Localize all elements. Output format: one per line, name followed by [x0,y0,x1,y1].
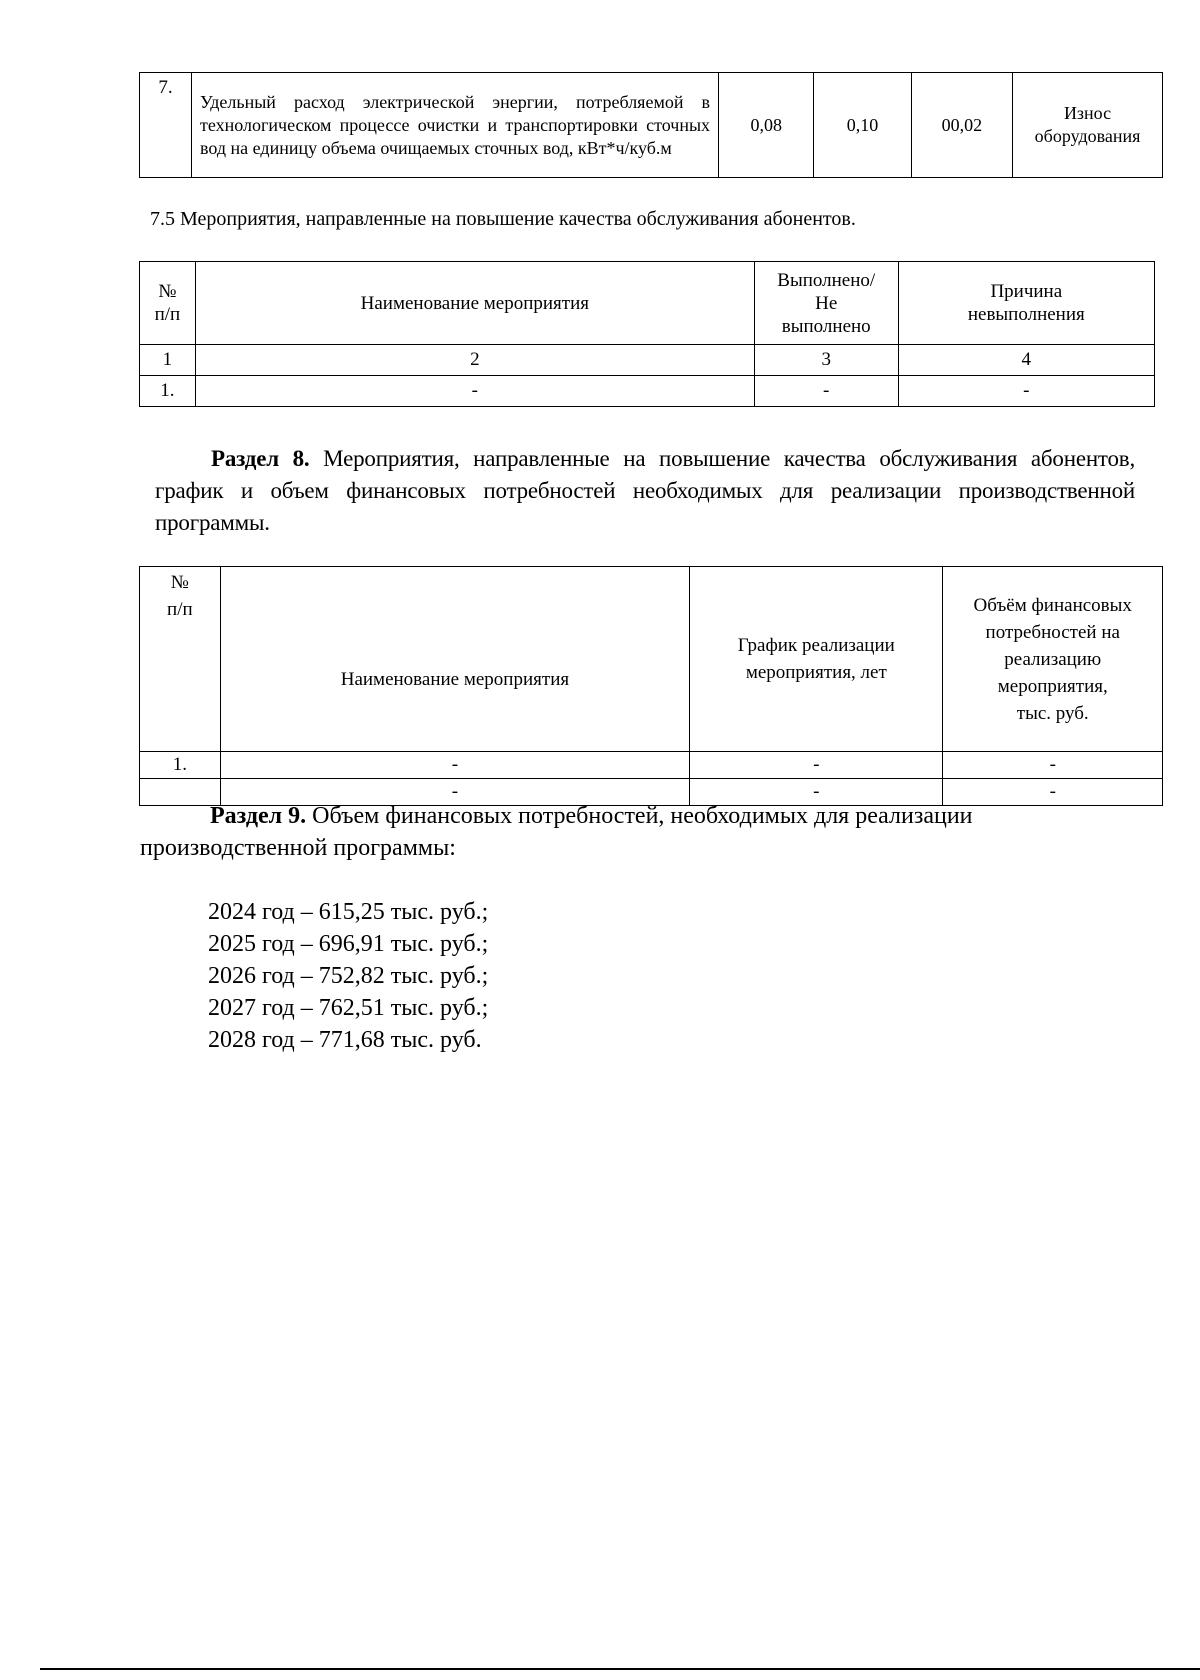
index-cell: 3 [754,345,898,376]
section-8-text: Мероприятия, направленные на повышение качества обслуживания абонентов, график и объем финансовых потребностей необходимых для реализации производственной программы. [155,446,1135,535]
table-row [140,752,1163,779]
table-header-row [140,262,1155,345]
table-cell: - [943,779,1163,806]
table-index-row [140,345,1155,376]
table-cell: - [754,376,898,407]
indicator-name: Удельный расход электрической энергии, потребляемой в технологическом процессе очистки и транспортировки сточных вод на единицу объема очищаемых сточных вод, кВт*ч/куб.м [192,73,719,178]
table-cell: - [220,752,689,779]
table-header-row [140,567,1163,752]
list-item: 2025 год – 696,91 тыс. руб.; [208,931,489,957]
deviation-reason: Износ оборудования [1013,73,1163,178]
header-reason: Причина невыполнения [898,262,1154,345]
table-cell: 1. [140,752,221,779]
indicator-table [139,72,1163,178]
table-cell: - [195,376,754,407]
list-item: 2027 год – 762,51 тыс. руб.; [208,995,489,1021]
section-7-5-title: 7.5 Мероприятия, направленные на повышение качества обслуживания абонентов. [150,208,856,230]
index-cell: 1 [140,345,196,376]
table-cell: - [690,779,943,806]
measures-status-table [139,261,1155,407]
page-bottom-divider [40,1668,1200,1670]
list-item: 2026 год – 752,82 тыс. руб.; [208,963,489,989]
header-schedule: График реализации мероприятия, лет [690,567,943,752]
index-cell: 4 [898,345,1154,376]
row-number: 7. [140,73,192,178]
header-measure-name: Наименование мероприятия [220,567,689,752]
value-fact: 0,10 [814,73,911,178]
section-9-label: Раздел 9. [210,803,307,829]
section-8-label: Раздел 8. [211,446,310,471]
value-deviation: 00,02 [911,73,1012,178]
list-item: 2024 год – 615,25 тыс. руб.; [208,899,489,925]
table-cell: 1. [140,376,196,407]
index-cell: 2 [195,345,754,376]
value-plan: 0,08 [719,73,814,178]
header-status: Выполнено/ Не выполнено [754,262,898,345]
finance-table [139,566,1163,806]
table-row [140,73,1163,178]
section-8-paragraph [155,443,1135,539]
table-row [140,376,1155,407]
yearly-finance-list [208,896,488,1056]
list-item: 2028 год – 771,68 тыс. руб. [208,1027,482,1053]
section-9-text: Объем финансовых потребностей, необходимых для реализации производственной программы: [140,803,973,861]
header-number: № п/п [140,567,221,752]
header-measure-name: Наименование мероприятия [195,262,754,345]
header-number: № п/п [140,262,196,345]
table-cell: - [690,752,943,779]
header-finance-volume: Объём финансовых потребностей на реализацию мероприятия, тыс. руб. [943,567,1163,752]
section-9-paragraph [140,800,1140,864]
table-cell: - [898,376,1154,407]
table-cell: - [943,752,1163,779]
table-cell: - [220,779,689,806]
